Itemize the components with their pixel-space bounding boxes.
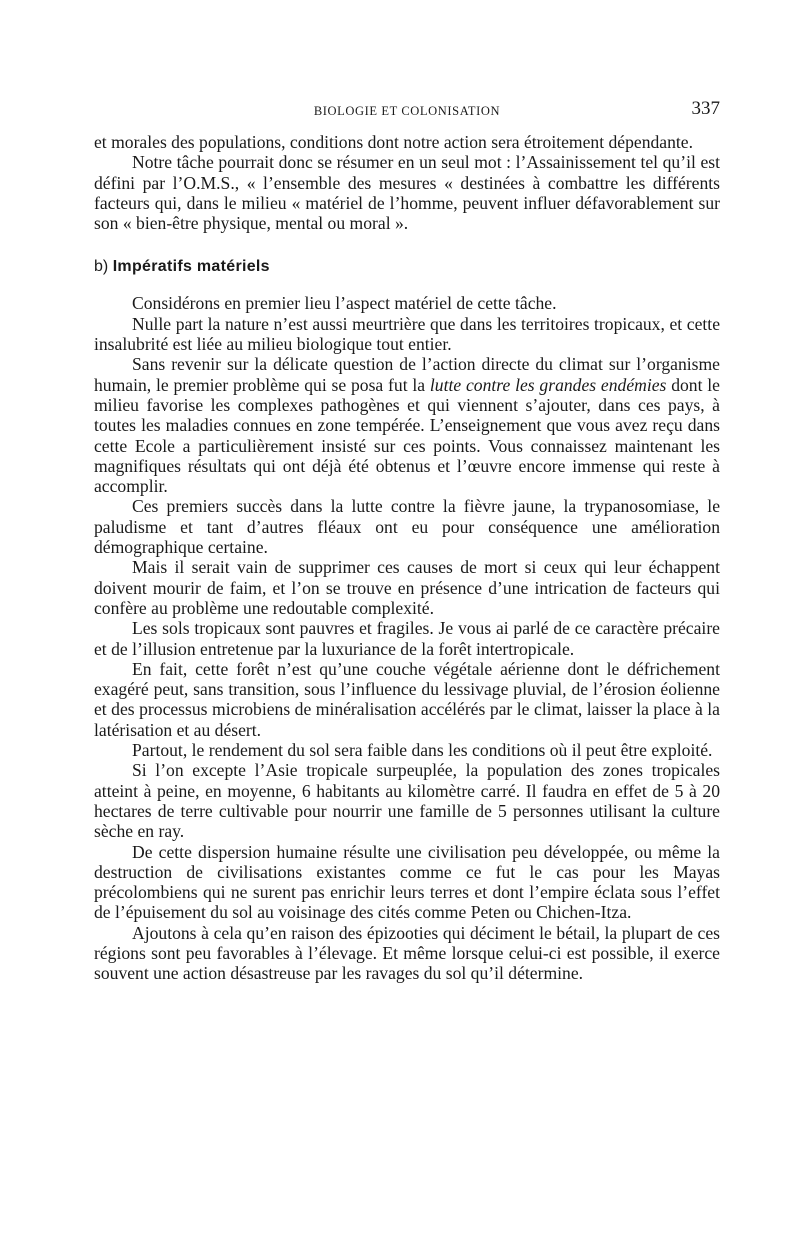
paragraph-4: Ces premiers succès dans la lutte contre la fièvre jaune, la trypanosomiase, le paludisme et tant d’autres fléaux ont eu pour conséquence une amélioration démographique certaine. bbox=[94, 496, 720, 558]
page-header bbox=[94, 96, 720, 122]
paragraph-9: Si l’on excepte l’Asie tropicale surpeuplée, la population des zones tropicales atteint à peine, en moyenne, 6 habitants au kilomètre carré. Il faudra en effet de 5 à 20 hectares de terre cultivable pour nourrir une famille de 5 personnes utilisant la culture sèche en ray. bbox=[94, 760, 720, 842]
paragraph-5: Mais il serait vain de supprimer ces causes de mort si ceux qui leur échappent doivent mourir de faim, et l’on se trouve en présence d’une intrication de facteurs qui confère au problème une redoutable complexité. bbox=[94, 557, 720, 618]
paragraph-assainissement: Notre tâche pourrait donc se résumer en un seul mot : l’Assainissement tel qu’il est défini par l’O.M.S., « l’ensemble des mesures « destinées à combattre les différents facteurs qui, dans le milieu « matériel de l’homme, peuvent influer défavorablement sur son « bien-être physique, mental ou moral ». bbox=[94, 152, 720, 234]
paragraph-6: Les sols tropicaux sont pauvres et fragiles. Je vous ai parlé de ce caractère précaire et de l’illusion entretenue par la luxuriance de la forêt intertropicale. bbox=[94, 618, 720, 659]
running-title: BIOLOGIE ET COLONISATION bbox=[313, 104, 501, 118]
paragraph-10: De cette dispersion humaine résulte une civilisation peu développée, ou même la destruction de civilisations existantes comme ce fut le cas pour les Mayas précolombiens qui ne surent pas enrichir leurs terres et dont l’empire éclata sous l’effet de l’épuisement du sol au voisinage des cités comme Peten ou Chichen-Itza. bbox=[94, 841, 720, 923]
paragraph-1: Considérons en premier lieu l’aspect matériel de cette tâche. bbox=[132, 293, 557, 314]
section-marker: b) bbox=[94, 258, 109, 276]
section-heading bbox=[94, 257, 720, 277]
paragraph-2: Nulle part la nature n’est aussi meurtrière que dans les territoires tropicaux, et cette insalubrité est liée au milieu biologique tout entier. bbox=[94, 313, 720, 355]
page-number: 337 bbox=[691, 98, 720, 119]
paragraph-continued: et morales des populations, conditions dont notre action sera étroitement dépendante. bbox=[94, 132, 693, 152]
book-page bbox=[94, 96, 720, 984]
paragraph-3-italic: lutte contre les grandes endémies bbox=[429, 374, 667, 395]
paragraph-3-text-a: Sans revenir sur la délicate question de l’action directe du climat sur l’organisme humain, le premier problème qui se posa fut la bbox=[94, 354, 720, 395]
paragraph-3 bbox=[94, 354, 720, 496]
body-text bbox=[94, 132, 720, 984]
paragraph-3-text-b: dont le milieu favorise les complexes pathogènes et qui viennent s’ajouter, dans ces pays, à toutes les maladies connues en zone tempérée. L’enseignement que vous avez reçu dans cette Ecole a particulièrement insisté sur ces points. Vous connaissez maintenant les magnifiques résultats qui ont déjà été obtenus et l’œuvre encore immense qui reste à accomplir. bbox=[94, 374, 720, 497]
section-title: Impératifs matériels bbox=[112, 258, 270, 276]
paragraph-11: Ajoutons à cela qu’en raison des épizooties qui déciment le bétail, la plupart de ces régions sont peu favorables à l’élevage. Et même lorsque celui-ci est possible, il exerce souvent une action désastreuse par les ravages du sol qu’il détermine. bbox=[94, 922, 720, 984]
paragraph-7: En fait, cette forêt n’est qu’une couche végétale aérienne dont le défrichement exagéré peut, sans transition, sous l’influence du lessivage pluvial, de l’érosion éolienne et des processus microbiens de minéralisation accélérés par le climat, laisser la place à la latérisation et au désert. bbox=[94, 658, 720, 740]
paragraph-8: Partout, le rendement du sol sera faible dans les conditions où il peut être exploité. bbox=[132, 740, 713, 761]
